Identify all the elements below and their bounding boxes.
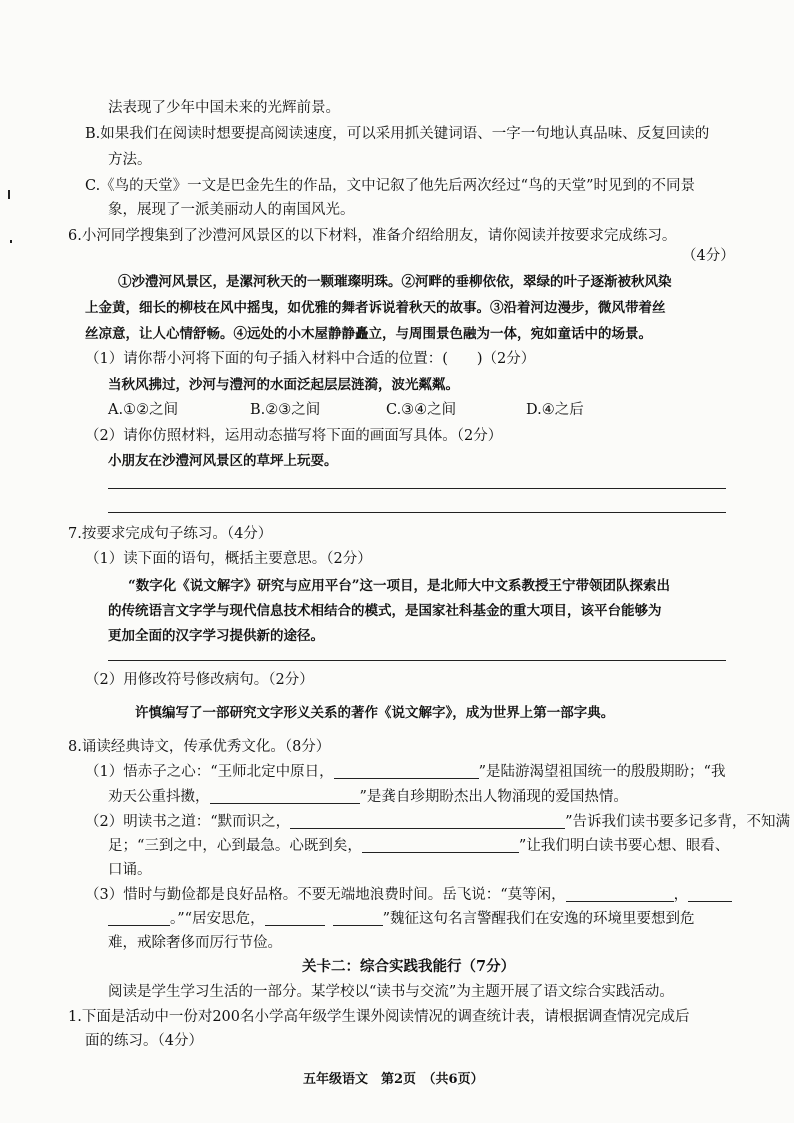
score-label: （4分） [682,248,735,264]
answer-line[interactable] [108,660,726,661]
material-line: 丝凉意，让人心情舒畅。④远处的小木屋静静矗立，与周围景色融为一体，宛如童话中的场景。 [85,326,652,342]
q8-3-text: ”魏征这句名言警醒我们在安逸的环境里要想到危 [382,911,695,927]
answer-line[interactable] [108,512,726,513]
scan-mark [10,240,12,243]
question-8-2-cont [108,836,729,856]
question-8-1 [85,762,725,782]
question-6: 6.小河同学搜集到了沙澧河风景区的以下材料，准备介绍给朋友，请你阅读并按要求完成练习。 [68,228,677,244]
page-footer: 五年级语文 第2页 （共6页） [303,1072,484,1087]
q8-1-text: ”是陆游渴望祖国统一的殷殷期盼；“我 [478,764,726,780]
fill-blank[interactable] [688,885,732,902]
question-8-2 [85,812,790,832]
fill-blank[interactable] [290,812,565,829]
q8-1-text: 劝天公重抖擞， [108,789,210,805]
passage-line: 的传统语言文字学与现代信息技术相结合的模式，是国家社科基金的重大项目，该平台能够为 [108,603,662,619]
answer-line[interactable] [108,488,726,489]
text-line: 象，展现了一派美丽动人的南国风光。 [108,202,355,218]
faulty-sentence: 许慎编写了一部研究文字形义关系的著作《说文解字》，成为世界上第一部字典。 [135,705,615,721]
question-7-1: （1）读下面的语句，概括主要意思。（2分） [85,551,372,567]
text-line: 口诵。 [108,862,152,878]
choice-options [108,400,584,420]
question-6-1: （1）请你帮小河将下面的句子插入材料中合适的位置：( )（2分） [85,351,536,367]
option-b[interactable]: B.②③之间 [250,402,321,418]
question-8: 8.诵读经典诗文，传承优秀文化。（8分） [68,739,331,755]
material-line: 上金黄，细长的柳枝在风中摇曳，如优雅的舞者诉说着秋天的故事。③沿着河边漫步，微风带着丝 [85,300,666,316]
text-line: 难，戒除奢侈而厉行节俭。 [108,935,282,951]
sentence-to-insert: 当秋风拂过，沙河与澧河的水面泛起层层涟漪，波光粼粼。 [108,377,459,393]
question-1-cont: 面的练习。（4分） [85,1033,203,1049]
fill-blank[interactable] [566,885,674,902]
question-8-1-cont [108,787,628,807]
q8-1-text: ”是龚自珍期盼杰出人物涌现的爱国热情。 [359,789,628,805]
section-heading: 关卡二：综合实践我能行（7分） [302,958,516,975]
question-1: 1.下面是活动中一份对200名小学高年级学生课外阅读情况的调查统计表，请根据调查情况完成后 [68,1009,690,1025]
q8-2-text: （2）明读书之道：“默而识之， [85,814,291,830]
scan-mark [8,190,10,199]
fill-blank[interactable] [265,909,325,926]
option-c-line: C.《鸟的天堂》一文是巴金先生的作品，文中记叙了他先后两次经过“鸟的天堂”时见到的不同景 [85,178,696,194]
question-8-3-cont [108,909,695,929]
q8-3-text: ， [673,887,689,903]
q8-2-text: ”让我们明白读书要心想、眼看、 [518,838,730,854]
q8-2-text: 足；“三到之中，心到最急。心既到矣， [108,838,362,854]
fill-blank[interactable] [333,909,383,926]
option-d[interactable]: D.④之后 [526,402,584,418]
q8-2-text: ”告诉我们读书要多记多背，不知满 [565,814,791,830]
section-intro: 阅读是学生学习生活的一部分。某学校以“读书与交流”为主题开展了语文综合实践活动。 [108,984,674,1000]
scene-sentence: 小朋友在沙澧河风景区的草坪上玩耍。 [108,453,338,469]
q8-3-text: （3）惜时与勤俭都是良好品格。不要无端地浪费时间。岳飞说：“莫等闲， [85,887,566,903]
question-6-2: （2）请你仿照材料，运用动态描写将下面的画面写具体。（2分） [85,428,503,444]
text-line: 方法。 [108,152,152,168]
question-8-3 [85,885,732,905]
option-b-line: B.如果我们在阅读时想要提高阅读速度，可以采用抓关键词语、一字一句地认真品味、反复回读的 [85,126,710,142]
passage-line: 更加全面的汉字学习提供新的途径。 [108,628,324,644]
option-a[interactable]: A.①②之间 [108,402,179,418]
question-7: 7.按要求完成句子练习。（4分） [68,526,273,542]
fill-blank[interactable] [334,762,479,779]
q8-1-text: （1）悟赤子之心：“王师北定中原日， [85,764,334,780]
question-7-2: （2）用修改符号修改病句。（2分） [85,672,314,688]
passage-line: “数字化《说文解字》研究与应用平台”这一项目，是北师大中文系教授王宁带领团队探索出 [128,578,671,594]
option-c[interactable]: C.③④之间 [386,402,457,418]
text-line: 法表现了少年中国未来的光辉前景。 [108,100,340,116]
fill-blank[interactable] [108,909,170,926]
material-line: ①沙澧河风景区，是漯河秋天的一颗璀璨明珠。②河畔的垂柳依依，翠绿的叶子逐渐被秋风染 [118,274,672,290]
fill-blank[interactable] [210,787,360,804]
q8-3-text: 。”“居安思危， [170,911,265,927]
fill-blank[interactable] [362,836,519,853]
